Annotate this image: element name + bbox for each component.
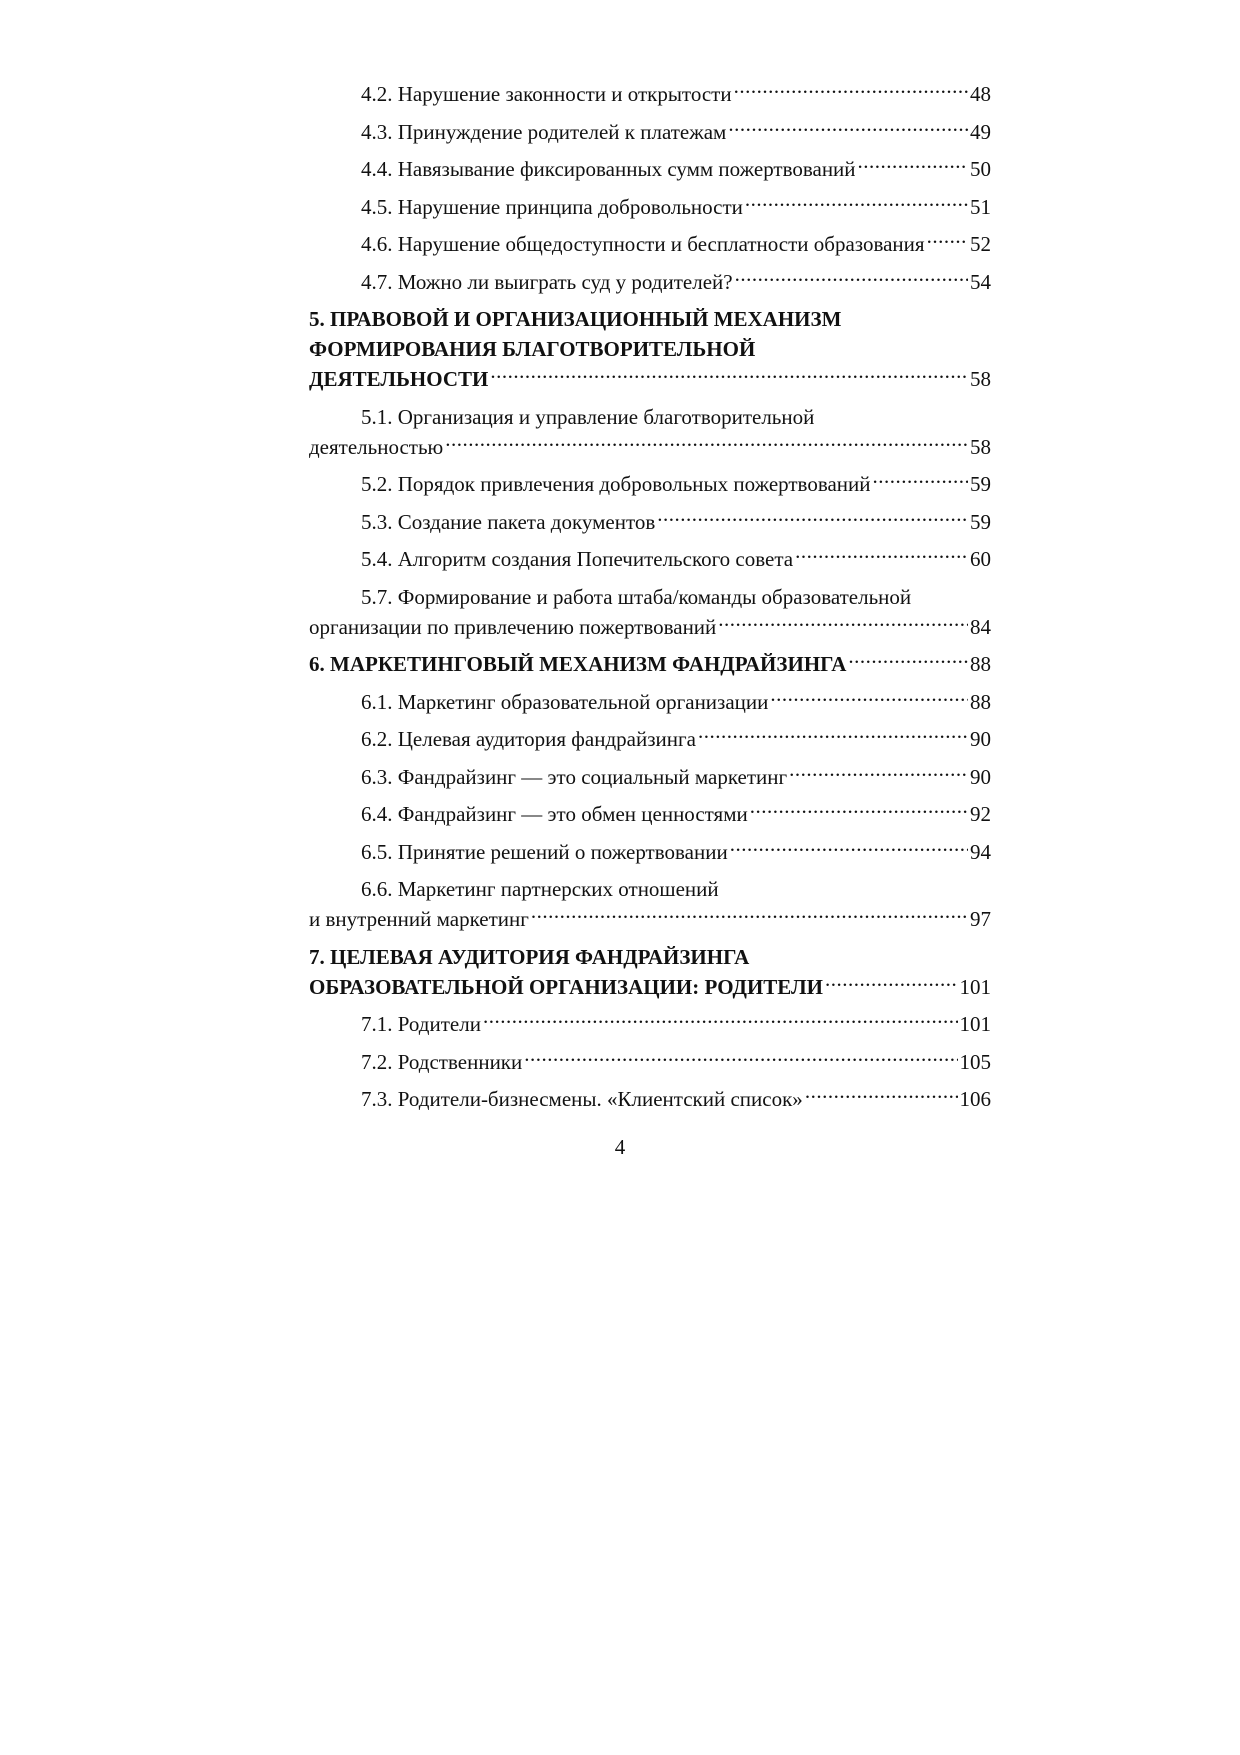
toc-entry-title: 7.2. Родственники (361, 1049, 523, 1074)
toc-entry-page: 48 (970, 82, 991, 106)
toc-entry-page: 106 (959, 1087, 991, 1111)
toc-entry-page: 88 (970, 652, 991, 676)
toc-entry-title-line: организации по привлечению пожертвований (309, 614, 717, 639)
toc-entry-title: 7.1. Родители (361, 1012, 481, 1036)
toc-entry-page: 54 (970, 269, 991, 294)
toc-entry-page: 101 (959, 974, 991, 999)
dot-leader (490, 365, 968, 386)
toc-entry (309, 837, 991, 867)
toc-entry-page: 58 (970, 367, 991, 391)
toc-entry-title: 7.3. Родители-бизнесмены. «Клиентский список» (361, 1087, 803, 1111)
toc-chapter-title-line: 5. ПРАВОВОЙ И ОРГАНИЗАЦИОННЫЙ МЕХАНИЗМ (309, 307, 842, 331)
dot-leader (531, 905, 968, 926)
dot-leader (483, 1010, 958, 1031)
dot-leader (657, 508, 968, 529)
toc-entry-page: 52 (970, 232, 991, 256)
dot-leader (730, 838, 968, 859)
dot-leader (445, 433, 968, 454)
toc-entry-page: 49 (970, 119, 991, 144)
toc-entry-page: 50 (970, 157, 991, 181)
toc-entry (309, 1084, 991, 1114)
toc-entry-title-line: деятельностью (309, 434, 444, 459)
toc-chapter-title-line: ФОРМИРОВАНИЯ БЛАГОТВОРИТЕЛЬНОЙ (309, 337, 756, 361)
toc-entry-title-line: 6.6. Маркетинг партнерских отношений (361, 877, 719, 901)
toc-entry-title: 6.2. Целевая аудитория фандрайзинга (361, 727, 696, 751)
dot-leader (795, 545, 968, 566)
toc-entry-title-line: 5.1. Организация и управление благотворительной (361, 404, 815, 429)
toc-entry-title-line: 5.7. Формирование и работа штаба/команды образовательной (361, 584, 912, 609)
toc-entry (309, 874, 991, 934)
toc-entry-page: 101 (959, 1012, 991, 1036)
dot-leader (698, 725, 968, 746)
toc-entry-title: 4.7. Можно ли выиграть суд у родителей? (361, 269, 733, 294)
toc-entry (309, 229, 991, 259)
toc-chapter-title-line: ДЕЯТЕЛЬНОСТИ (309, 367, 489, 391)
toc-entry (309, 79, 991, 109)
toc-entry-page: 60 (970, 547, 991, 571)
dot-leader (770, 688, 968, 709)
dot-leader (734, 80, 968, 101)
toc-entry (309, 469, 991, 499)
toc-chapter-entry (309, 649, 991, 679)
toc-entry (309, 582, 991, 642)
toc-entry-title: 4.4. Навязывание фиксированных сумм пожертвований (361, 157, 856, 181)
toc-entry (309, 544, 991, 574)
toc-entry (309, 267, 991, 297)
toc-entry-page: 88 (970, 689, 991, 714)
dot-leader (848, 650, 968, 671)
dot-leader (825, 973, 957, 994)
toc-entry (309, 154, 991, 184)
toc-entry-title: 4.5. Нарушение принципа добровольности (361, 194, 743, 219)
toc-entry-title: 5.2. Порядок привлечения добровольных пожертвований (361, 472, 871, 496)
dot-leader (805, 1085, 958, 1106)
toc-entry (309, 507, 991, 537)
toc-entry-page: 51 (970, 194, 991, 219)
toc-chapter-title: 6. МАРКЕТИНГОВЫЙ МЕХАНИЗМ ФАНДРАЙЗИНГА (309, 652, 847, 676)
toc-chapter-entry (309, 304, 991, 394)
toc-entry-title: 4.3. Принуждение родителей к платежам (361, 119, 727, 144)
toc-entry (309, 762, 991, 792)
toc-entry-title-line: и внутренний маркетинг (309, 907, 529, 931)
toc-entry (309, 402, 991, 462)
dot-leader (789, 763, 968, 784)
toc-entry-page: 90 (970, 727, 991, 751)
dot-leader (927, 230, 968, 251)
toc-entry-title: 4.2. Нарушение законности и открытости (361, 82, 732, 106)
dot-leader (728, 118, 968, 139)
toc-entry-page: 92 (970, 802, 991, 826)
toc-entry (309, 687, 991, 717)
toc-chapter-entry (309, 942, 991, 1002)
toc-entry-page: 59 (970, 509, 991, 534)
toc-entry-title: 6.4. Фандрайзинг — это обмен ценностями (361, 802, 748, 826)
toc-entry-page: 59 (970, 472, 991, 496)
dot-leader (524, 1048, 957, 1069)
toc-entry (309, 799, 991, 829)
toc-entry (309, 117, 991, 147)
toc-entry (309, 1047, 991, 1077)
toc-chapter-title-line: 7. ЦЕЛЕВАЯ АУДИТОРИЯ ФАНДРАЙЗИНГА (309, 944, 750, 969)
toc-entry (309, 724, 991, 754)
page-number: 4 (614, 1135, 626, 1159)
toc-entry (309, 192, 991, 222)
toc-entry (309, 1009, 991, 1039)
toc-entry-page: 84 (970, 614, 991, 639)
dot-leader (745, 193, 968, 214)
dot-leader (735, 268, 968, 289)
dot-leader (750, 800, 968, 821)
toc-entry-title: 5.3. Создание пакета документов (361, 509, 656, 534)
toc-entry-title: 4.6. Нарушение общедоступности и бесплатности образования (361, 232, 925, 256)
toc-entry-title: 6.5. Принятие решений о пожертвовании (361, 839, 728, 864)
dot-leader (858, 155, 968, 176)
toc-entry-title: 6.1. Маркетинг образовательной организации (361, 689, 769, 714)
table-of-contents (309, 79, 991, 1122)
toc-entry-page: 94 (970, 839, 991, 864)
toc-entry-title: 5.4. Алгоритм создания Попечительского совета (361, 547, 794, 571)
toc-entry-page: 90 (970, 764, 991, 789)
toc-entry-title: 6.3. Фандрайзинг — это социальный маркетинг (361, 764, 788, 789)
dot-leader (718, 613, 968, 634)
toc-chapter-title-line: ОБРАЗОВАТЕЛЬНОЙ ОРГАНИЗАЦИИ: РОДИТЕЛИ (309, 974, 824, 999)
toc-entry-page: 105 (959, 1049, 991, 1074)
dot-leader (873, 470, 968, 491)
toc-entry-page: 58 (970, 434, 991, 459)
toc-entry-page: 97 (970, 907, 991, 931)
